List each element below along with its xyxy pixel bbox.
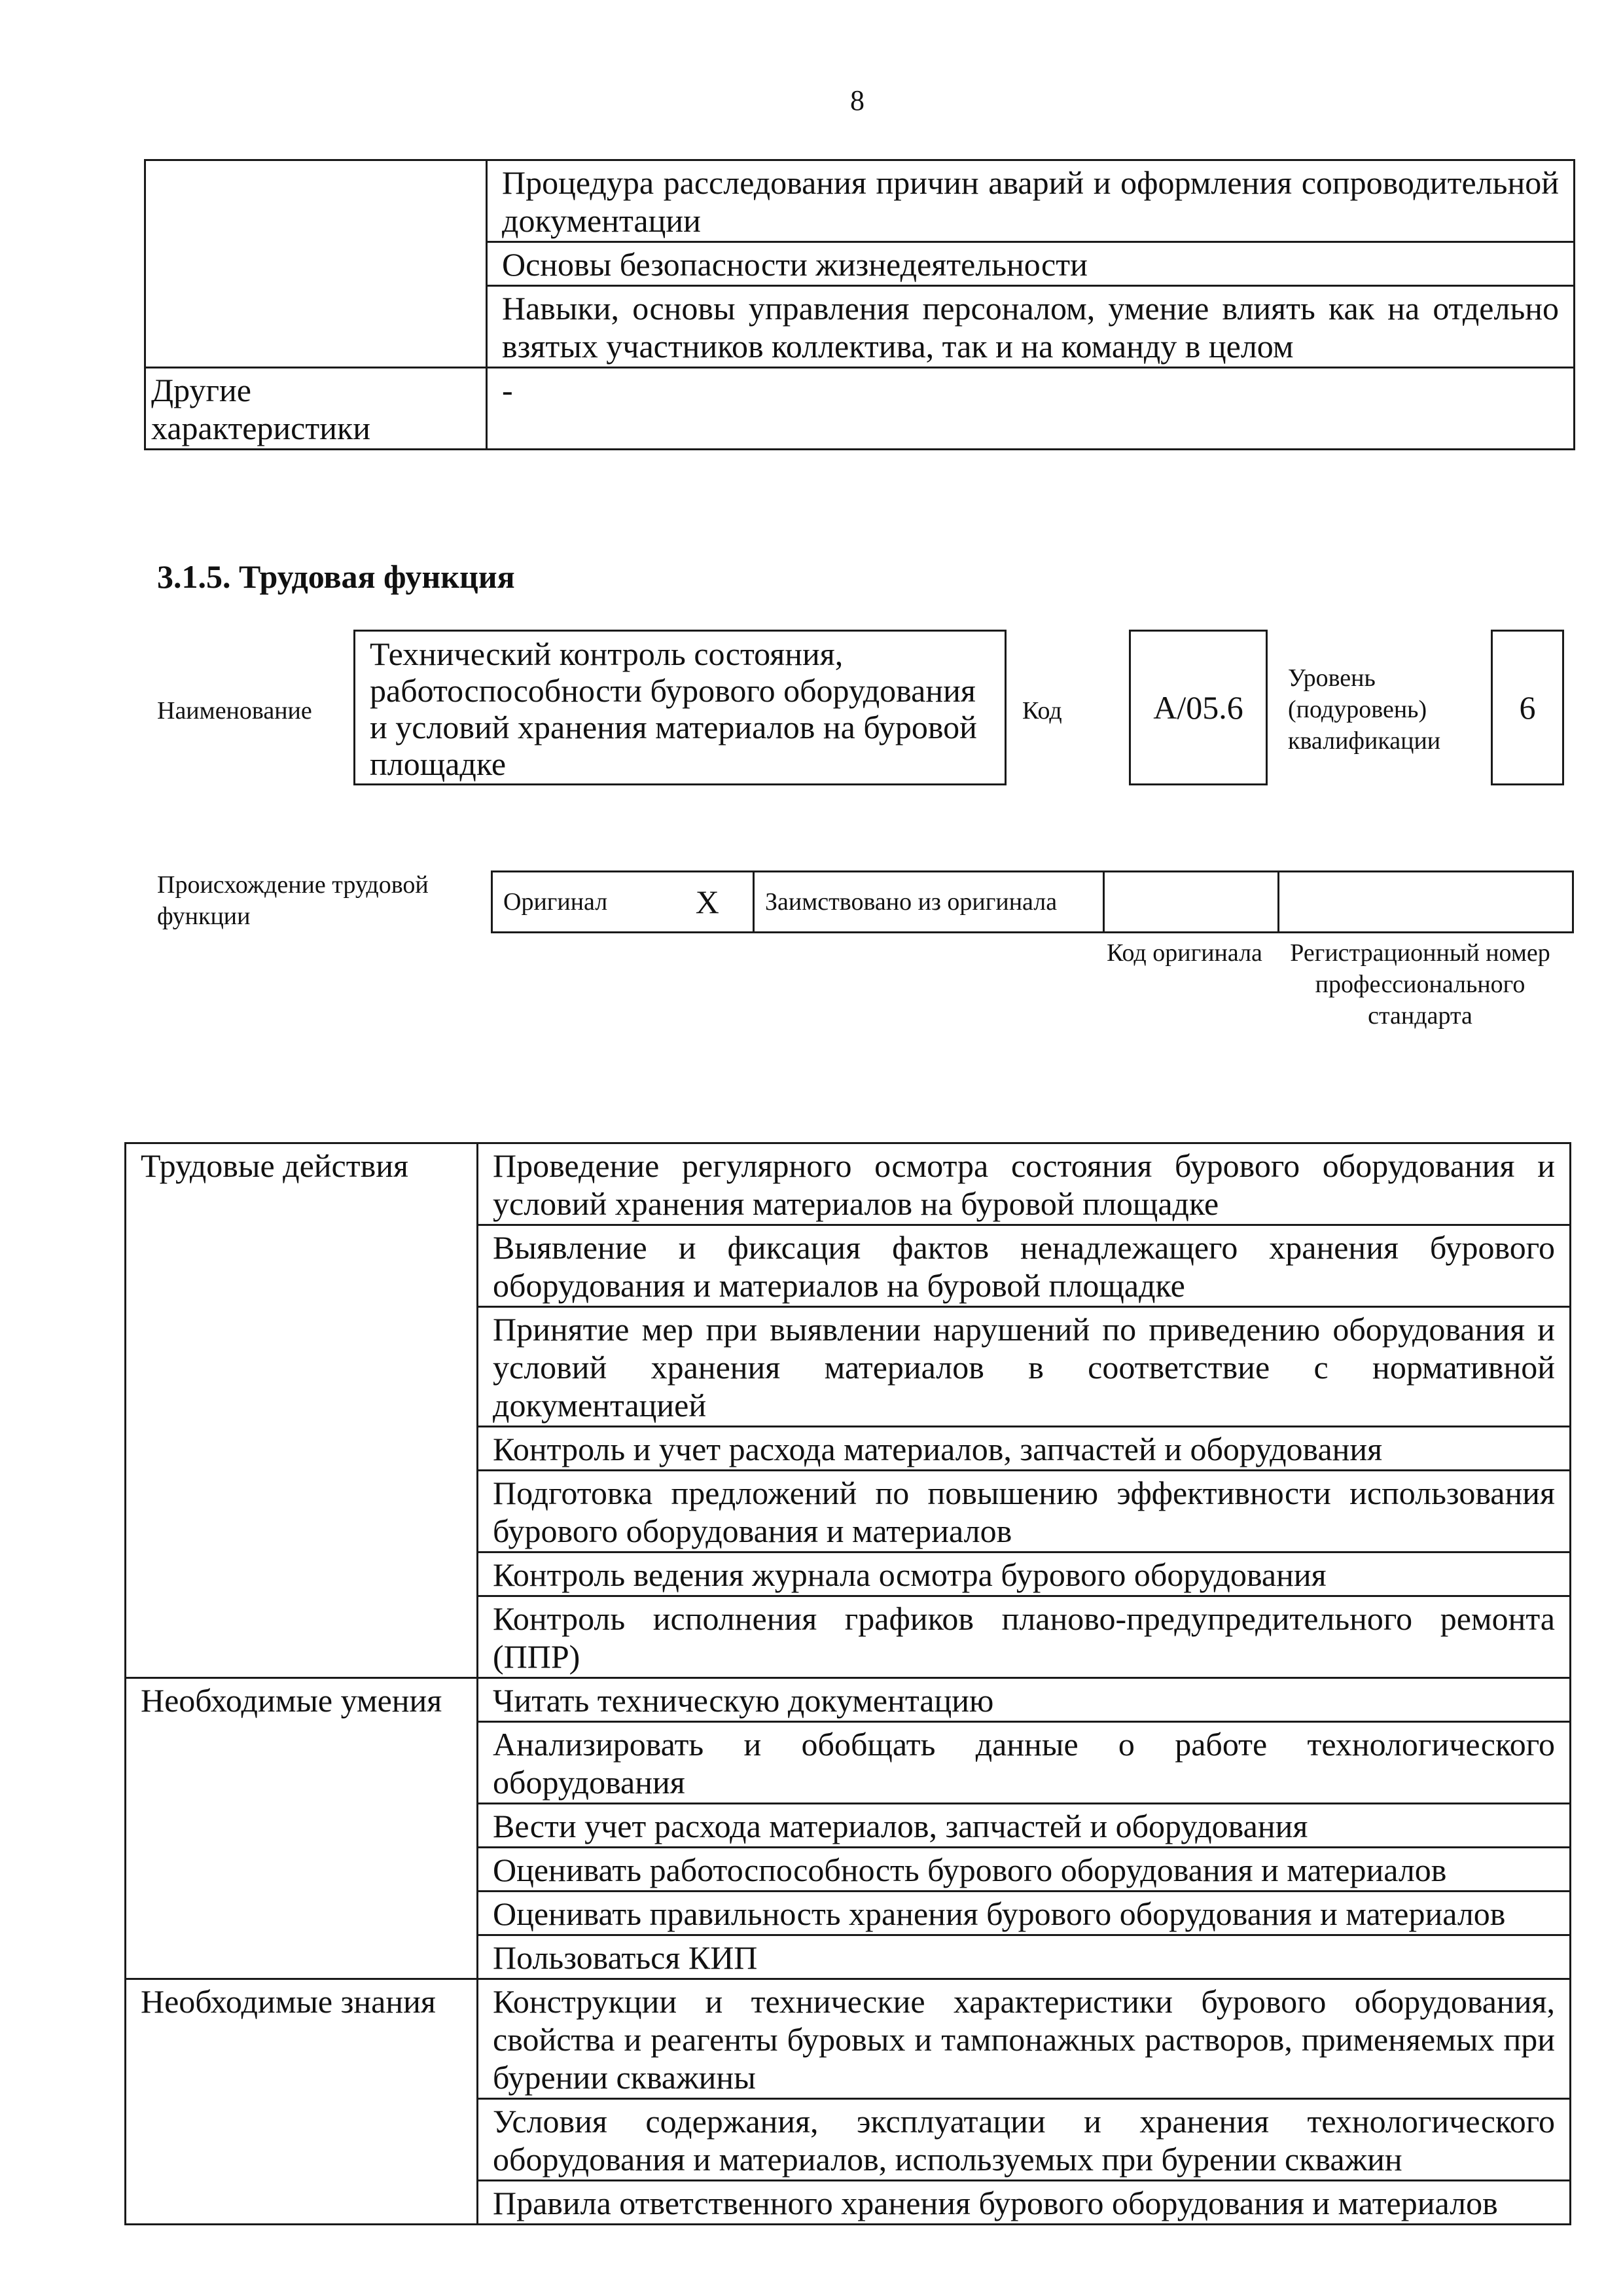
knowledge-item: Правила ответственного хранения бурового оборудования и материалов <box>478 2181 1571 2225</box>
level-value: 6 <box>1519 689 1536 726</box>
table-row <box>145 160 1575 242</box>
table-row <box>126 1979 1571 2099</box>
function-name-value: Технический контроль состояния, работоспособности бурового оборудования и условий хранения материалов на буровой площадке <box>370 636 977 782</box>
action-item: Подготовка предложений по повышению эффективности использования бурового оборудования и материалов <box>478 1471 1571 1552</box>
registration-number-cell <box>1279 872 1573 933</box>
other-characteristics-label: Другие характеристики <box>145 368 487 450</box>
actions-label: Трудовые действия <box>126 1143 478 1678</box>
level-label: Уровень (подуровень) квалификации <box>1288 664 1441 755</box>
main-table <box>124 1142 1571 2225</box>
skill-item: Читать техническую документацию <box>478 1678 1571 1722</box>
table-row <box>145 368 1575 450</box>
skills-label: Необходимые умения <box>126 1678 478 1979</box>
code-label: Код <box>1022 697 1062 725</box>
action-item: Принятие мер при выявлении нарушений по приведению оборудования и условий хранения материалов в соответствие с нормативной документацией <box>478 1307 1571 1427</box>
top-row-text: Основы безопасности жизнедеятельности <box>487 242 1575 286</box>
top-row-text: Навыки, основы управления персоналом, умение влиять как на отдельно взятых участников коллектива, так и на команду в целом <box>487 286 1575 368</box>
skill-item: Пользоваться КИП <box>478 1935 1571 1979</box>
code-box <box>1129 630 1268 785</box>
action-item: Контроль ведения журнала осмотра бурового оборудования <box>478 1552 1571 1596</box>
origin-label: Происхождение трудовой функции <box>157 871 429 930</box>
original-code-cell <box>1104 872 1279 933</box>
empty-label-cell <box>145 160 487 368</box>
table-row <box>126 1143 1571 1225</box>
origin-table <box>491 870 1574 933</box>
name-label: Наименование <box>157 697 312 725</box>
function-name-box <box>353 630 1007 785</box>
knowledge-item: Конструкции и технические характеристики бурового оборудования, свойства и реагенты буровых и тампонажных растворов, применяемых при бурении скважины <box>478 1979 1571 2099</box>
borrowed-label: Заимствовано из оригинала <box>754 872 1104 933</box>
action-item: Выявление и фиксация фактов ненадлежащего хранения бурового оборудования и материалов на буровой площадке <box>478 1225 1571 1307</box>
code-original-caption: Код оригинала <box>1107 939 1262 967</box>
level-box <box>1491 630 1564 785</box>
knowledge-label: Необходимые знания <box>126 1979 478 2225</box>
skill-item: Оценивать работоспособность бурового оборудования и материалов <box>478 1848 1571 1892</box>
action-item: Контроль и учет расхода материалов, запчастей и оборудования <box>478 1427 1571 1471</box>
table-row <box>492 872 1573 933</box>
top-row-text: Процедура расследования причин аварий и оформления сопроводительной документации <box>487 160 1575 242</box>
action-item: Проведение регулярного осмотра состояния бурового оборудования и условий хранения материалов на буровой площадке <box>478 1143 1571 1225</box>
original-mark: X <box>662 872 754 933</box>
original-label: Оригинал <box>492 872 662 933</box>
page-number: 8 <box>850 84 865 117</box>
skill-item: Оценивать правильность хранения бурового оборудования и материалов <box>478 1892 1571 1935</box>
code-value: A/05.6 <box>1153 689 1243 726</box>
table-row <box>126 1678 1571 1722</box>
top-table <box>144 159 1575 450</box>
knowledge-item: Условия содержания, эксплуатации и хранения технологического оборудования и материалов, используемых при бурении скважин <box>478 2099 1571 2181</box>
skill-item: Вести учет расхода материалов, запчастей и оборудования <box>478 1804 1571 1848</box>
skill-item: Анализировать и обобщать данные о работе технологического оборудования <box>478 1722 1571 1804</box>
section-title: 3.1.5. Трудовая функция <box>157 558 515 595</box>
other-characteristics-value: - <box>487 368 1575 450</box>
registration-number-caption: Регистрационный номер профессионального стандарта <box>1290 939 1550 1030</box>
action-item: Контроль исполнения графиков планово-предупредительного ремонта (ППР) <box>478 1596 1571 1678</box>
